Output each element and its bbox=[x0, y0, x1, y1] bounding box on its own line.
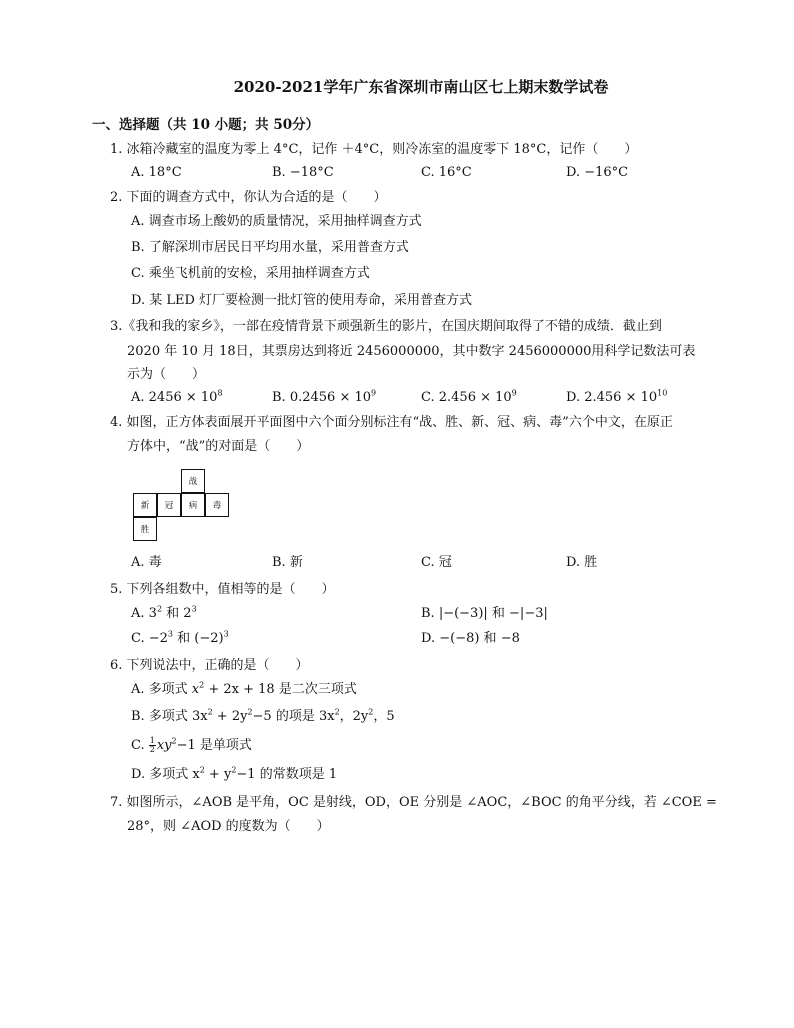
fraction-one-half: $\frac{1}{2}$ bbox=[149, 736, 155, 754]
q6-option-b: B. 多项式 $3x^2 + 2y^2-5$ 的项是 $3x^2$，$2y^2$，5 bbox=[131, 707, 395, 724]
q3-stem-line1: 3.《我和我的家乡》，一部在疫情背景下顽强新生的影片，在国庆期间取得了不错的成绩．截止到 bbox=[110, 319, 662, 334]
q2-option-d: D. 某 LED 灯厂要检测一批灯管的使用寿命，采用普查方式 bbox=[131, 293, 473, 308]
q1-stem: 1. 冰箱冷藏室的温度为零上 4°C，记作 ＋4°C，则冷冻室的温度零下 18°C，记作（ ） bbox=[110, 142, 638, 157]
section-heading: 一、选择题（共 10 小题；共 50分） bbox=[92, 117, 320, 133]
q3-stem-line3: 示为（ ） bbox=[127, 367, 206, 382]
q2-option-a: A. 调查市场上酸奶的质量情况，采用抽样调查方式 bbox=[131, 214, 422, 229]
q7-stem-line2: 28°，则 ∠AOD 的度数为（ ） bbox=[127, 819, 330, 834]
q3-option-b: B. $0.2456 \times 10^9$ bbox=[272, 388, 377, 405]
q2-option-c: C. 乘坐飞机前的安检，采用抽样调查方式 bbox=[131, 266, 370, 281]
q3-stem-line2: 2020 年 10 月 18日，其票房达到将近 2456000000，其中数字 2456000000用科学记数法可表 bbox=[127, 344, 696, 359]
net-face-right2: 毒 bbox=[205, 493, 229, 517]
q6-option-c: C. $\frac{1}{2}$ $xy^2-1$ 是单项式 bbox=[131, 736, 252, 754]
q1-option-c: C. 16°C bbox=[421, 165, 472, 180]
net-face-bottom: 胜 bbox=[133, 517, 157, 541]
q6-stem: 6. 下列说法中，正确的是（ ） bbox=[110, 658, 309, 673]
net-face-left: 新 bbox=[133, 493, 157, 517]
q1-option-d: D. −16°C bbox=[566, 165, 629, 180]
q3-option-d: D. $2.456 \times 10^{10}$ bbox=[566, 388, 668, 405]
q5-option-c: C. $-2^3$ 和 $(-2)^3$ bbox=[131, 629, 229, 646]
q1-option-a: A. 18°C bbox=[131, 165, 182, 180]
q4-option-a: A. 毒 bbox=[131, 555, 162, 570]
q4-stem-line1: 4. 如图，正方体表面展开平面图中六个面分别标注有“战、胜、新、冠、病、毒”六个中文，在原正 bbox=[110, 415, 673, 430]
q2-stem: 2. 下面的调查方式中，你认为合适的是（ ） bbox=[110, 190, 387, 205]
q4-option-b: B. 新 bbox=[272, 555, 303, 570]
q6-option-d: D. 多项式 $x^2 + y^2-1$ 的常数项是 1 bbox=[131, 765, 338, 782]
net-face-top: 战 bbox=[181, 469, 205, 493]
q1-option-b: B. −18°C bbox=[272, 165, 334, 180]
q5-option-d: D. −(−8) 和 −8 bbox=[421, 631, 520, 646]
q4-stem-line2: 方体中，“战”的对面是（ ） bbox=[127, 439, 310, 454]
cube-net-diagram bbox=[133, 469, 233, 541]
q2-option-b: B. 了解深圳市居民日平均用水量，采用普查方式 bbox=[131, 240, 409, 255]
q4-option-c: C. 冠 bbox=[421, 555, 452, 570]
q5-option-a: A. $3^2$ 和 $2^3$ bbox=[131, 604, 197, 621]
q3-option-c: C. $2.456 \times 10^9$ bbox=[421, 388, 517, 405]
q3-option-a: A. $2456 \times 10^8$ bbox=[131, 388, 223, 405]
q5-option-b: B. |−(−3)| 和 −|−3| bbox=[421, 606, 548, 621]
q7-stem-line1: 7. 如图所示，∠AOB 是平角，OC 是射线，OD，OE 分别是 ∠AOC，∠BOC 的角平分线，若 ∠COE = bbox=[110, 795, 717, 810]
q5-stem: 5. 下列各组数中，值相等的是（ ） bbox=[110, 582, 335, 597]
net-face-mid: 冠 bbox=[157, 493, 181, 517]
q6-option-a: A. 多项式 $x^2 + 2x + 18$ 是二次三项式 bbox=[131, 680, 357, 697]
exam-title: 2020-2021学年广东省深圳市南山区七上期末数学试卷 bbox=[233, 78, 609, 96]
net-face-right1: 病 bbox=[181, 493, 205, 517]
q4-option-d: D. 胜 bbox=[566, 555, 598, 570]
